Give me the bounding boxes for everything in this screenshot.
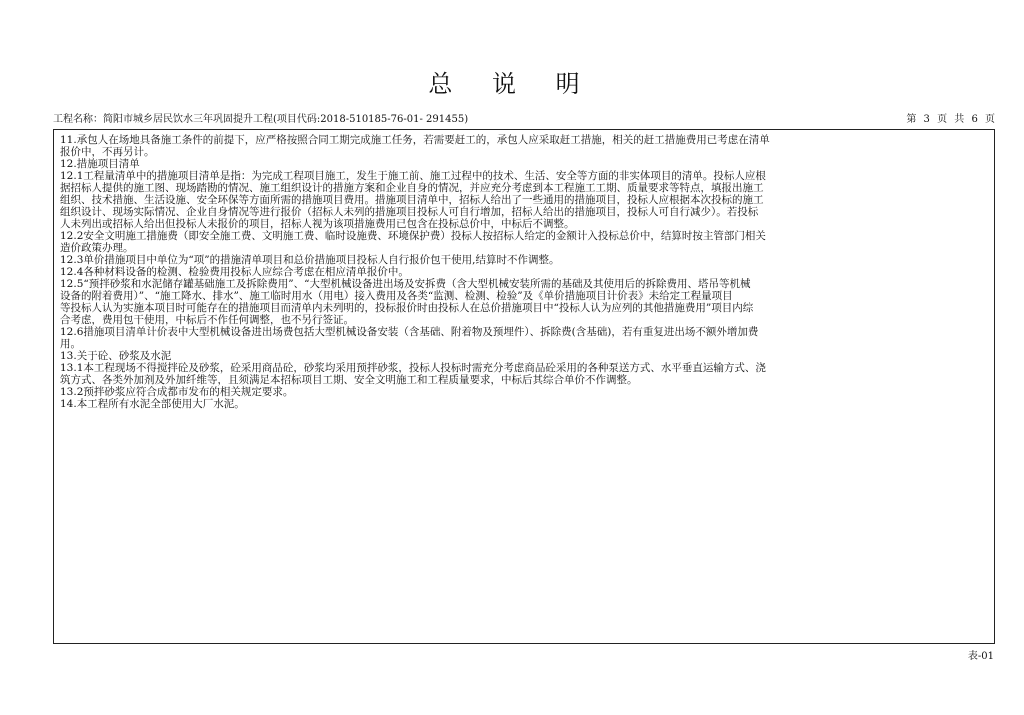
body-line: 筑方式、各类外加剂及外加纤维等，且须满足本招标项目工期、安全文明施工和工程质量要求，中标后其综合单价不作调整。 <box>60 374 638 386</box>
body-line: 造价政策办理。 <box>60 242 134 254</box>
body-line: 13.1本工程现场不得搅拌砼及砂浆，砼采用商品砼，砂浆均采用预拌砂浆，投标人投标时需充分考虑商品砼采用的各种泵送方式、水平垂直运输方式、浇 <box>60 362 766 374</box>
form-code: 表-01 <box>967 651 994 662</box>
body-line: 12.措施项目清单 <box>60 158 140 170</box>
body-line: 设备的附着费用）”、“施工降水、排水”、施工临时用水（用电）接入费用及各类“监测、检测、检验”及《单价措施项目计价表》未给定工程量项目 <box>60 290 733 302</box>
body-line: 11.承包人在场地具备施工条件的前提下，应严格按照合同工期完成施工任务，若需要赶工的，承包人应采取赶工措施，相关的赶工措施费用已考虑在清单 <box>60 134 770 146</box>
body-line: 13.2预拌砂浆应符合成都市发布的相关规定要求。 <box>60 386 294 398</box>
body-line: 12.4各种材料设备的检测、检验费用投标人应综合考虑在相应清单报价中。 <box>60 266 409 278</box>
body-line: 等投标人认为实施本项目时可能存在的措施项目而清单内未列明的，投标报价时由投标人在总价措施项目中“投标人认为应列的其他措施费用”项目内综 <box>60 302 754 314</box>
body-line: 用。 <box>60 338 81 350</box>
page-number: 第 3 页 共 6 页 <box>906 114 995 125</box>
body-line: 报价中，不再另计。 <box>60 146 155 158</box>
project-name: 工程名称：简阳市城乡居民饮水三年巩固提升工程(项目代码:2018-510185-76-01- 291455) <box>53 114 469 125</box>
document-header <box>53 112 995 128</box>
body-line: 12.5“预拌砂浆和水泥储存罐基础施工及拆除费用”、“大型机械设备进出场及安拆费（含大型机械安装所需的基础及其使用后的拆除费用、塔吊等机械 <box>60 278 751 290</box>
document-title: 总 说 明 <box>428 70 596 98</box>
body-line: 人未列出或招标人给出但投标人未报价的项目，招标人视为该项措施费用已包含在投标总价中，中标后不调整。 <box>60 218 575 230</box>
content-box <box>53 129 995 644</box>
body-line: 12.6措施项目清单计价表中大型机械设备进出场费包括大型机械设备安装（含基础、附着物及预埋件）、拆除费(含基础)，若有重复进出场不额外增加费 <box>60 326 759 338</box>
body-line: 据招标人提供的施工图、现场踏勘的情况、施工组织设计的措施方案和企业自身的情况，并应充分考虑到本工程施工工期、质量要求等特点，填报出施工 <box>60 182 764 194</box>
body-line: 12.1工程量清单中的措施项目清单是指：为完成工程项目施工，发生于施工前、施工过程中的技术、生活、安全等方面的非实体项目的清单。投标人应根 <box>60 170 766 182</box>
body-line: 12.2安全文明施工措施费（即安全施工费、文明施工费、临时设施费、环境保护费）投标人按招标人给定的金额计入投标总价中，结算时按主管部门相关 <box>60 230 766 242</box>
body-line: 13.关于砼、砂浆及水泥 <box>60 350 172 362</box>
body-line: 组织设计、现场实际情况、企业自身情况等进行报价（招标人未列的措施项目投标人可自行增加，招标人给出的措施项目，投标人可自行减少）。若投标 <box>60 206 759 218</box>
body-line: 合考虑，费用包干使用，中标后不作任何调整，也不另行签证。 <box>60 314 354 326</box>
body-line: 组织、技术措施、生活设施、安全环保等方面所需的措施项目费用。措施项目清单中，招标人给出了一些通用的措施项目，投标人应根据本次投标的施工 <box>60 194 764 206</box>
body-line: 12.3单价措施项目中单位为“项”的措施清单项目和总价措施项目投标人自行报价包干使用,结算时不作调整。 <box>60 254 560 266</box>
body-line: 14.本工程所有水泥全部使用大厂水泥。 <box>60 398 245 410</box>
